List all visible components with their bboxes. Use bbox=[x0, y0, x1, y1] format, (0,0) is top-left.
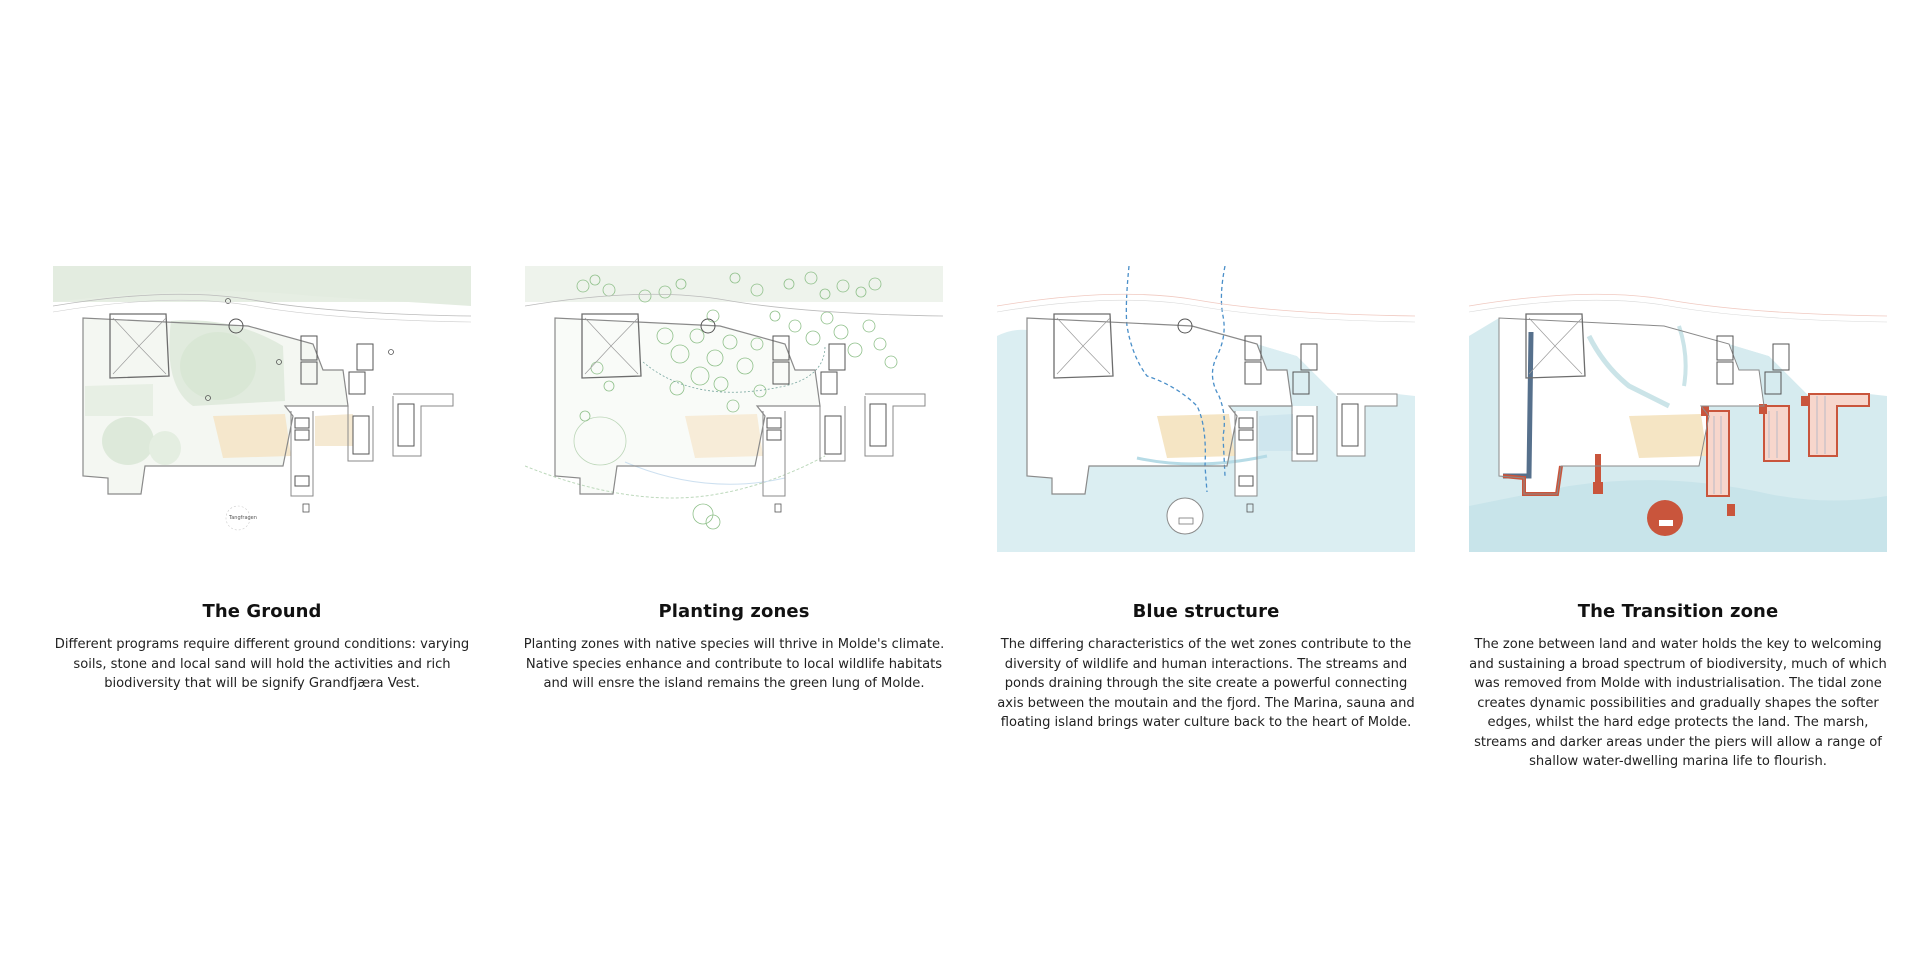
ground-site-plan bbox=[53, 266, 471, 552]
panel-title: The Ground bbox=[202, 601, 322, 622]
panel-title: Blue structure bbox=[1132, 601, 1280, 622]
blue-structure-site-plan bbox=[997, 266, 1415, 552]
map-label-tangfragen: Tangfragen bbox=[229, 515, 257, 521]
panel-description: Different programs require different ground conditions: varying soils, stone and local sand will hold the activities and rich biodiversity that will be signify Grandfjæra Vest. bbox=[54, 637, 470, 691]
panel-planting-zones bbox=[523, 266, 945, 691]
planting-site-plan bbox=[525, 266, 943, 552]
panel-blue-structure bbox=[997, 266, 1415, 730]
panel-transition-zone bbox=[1469, 266, 1887, 769]
panel-title: Planting zones bbox=[658, 601, 810, 622]
panel-description: The differing characteristics of the wet zones contribute to the diversity of wildlife and human interactions. The streams and ponds draining through the site create a powerful connecting axis between the moutain and the fjord. The Marina, sauna and floating island brings water culture back to the heart of Molde. bbox=[997, 637, 1415, 730]
panel-the-ground bbox=[53, 266, 471, 691]
panel-title: The Transition zone bbox=[1577, 601, 1779, 622]
transition-zone-site-plan bbox=[1469, 266, 1887, 552]
panel-description: The zone between land and water holds the key to welcoming and sustaining a broad spectrum of biodiversity, much of which was removed from Molde with industrialisation. The tidal zone creates dynamic possibilities and gradually shapes the softer edges, whilst the hard edge protects the land. The marsh, streams and darker areas under the piers will allow a range of shallow water-dwelling marina life to flourish. bbox=[1469, 637, 1887, 769]
panel-description: Planting zones with native species will thrive in Molde's climate. Native species enhance and contribute to local wildlife habitats and will ensre the island remains the green lung of Molde. bbox=[523, 637, 945, 691]
